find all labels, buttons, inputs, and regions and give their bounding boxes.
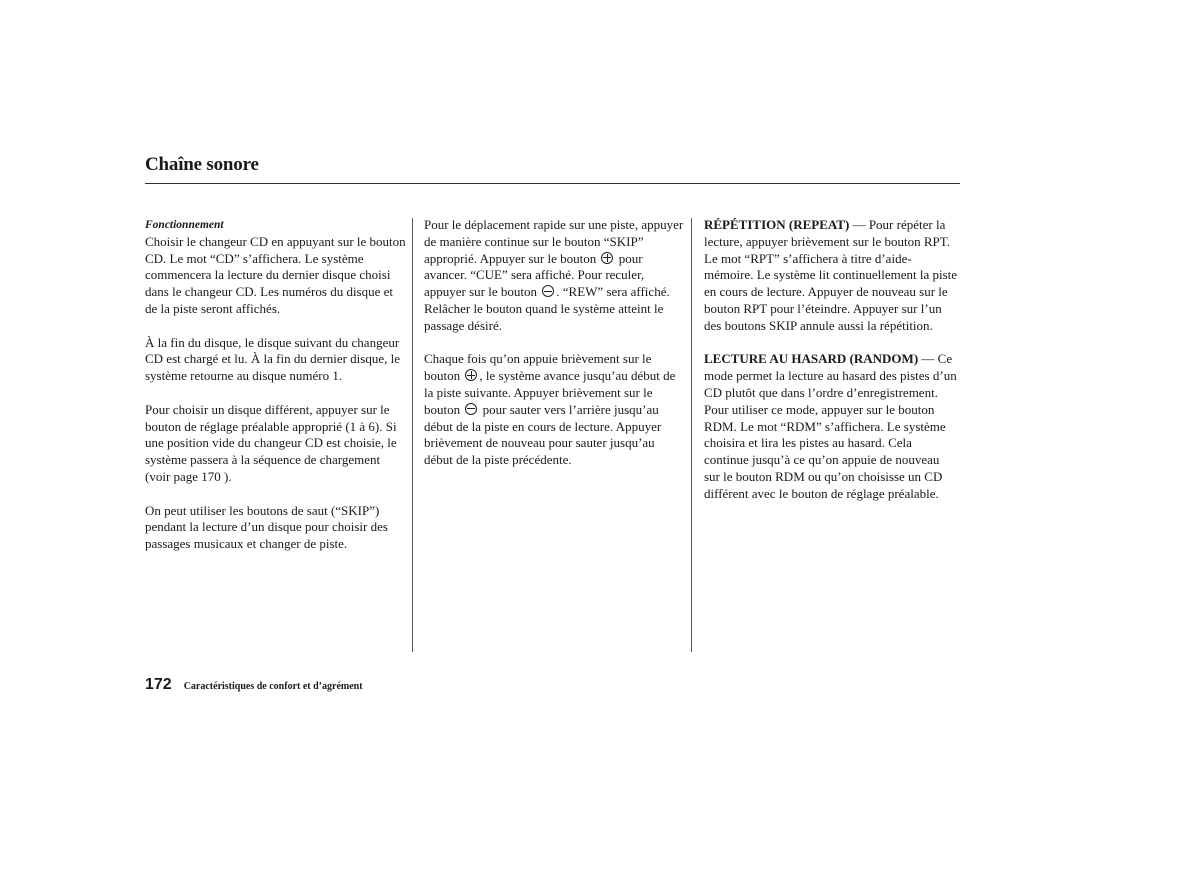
text-column-1 [145, 217, 407, 570]
random-heading: LECTURE AU HASARD (RANDOM) [704, 351, 919, 367]
paragraph: LECTURE AU HASARD (RANDOM) — Ce mode permet la lecture au hasard des pistes d’un CD plutôt que dans l’ordre d’enregistrement. Pour utiliser ce mode, appuyer sur le bouton RDM. Le mot “RDM” s’affichera. Le système choisira et lira les pistes au hasard. Cela continue jusqu’à ce qu’on appuie de nouveau sur le bouton RDM ou qu’on choisisse un CD différent avec le bouton de réglage préalable. [704, 351, 957, 501]
circle-minus-icon [465, 403, 477, 415]
title-divider [145, 183, 960, 184]
paragraph: RÉPÉTITION (REPEAT) — Pour répéter la lecture, appuyer brièvement sur le bouton RPT. Le mot “RPT” s’affichera à titre d’aide-mémoire. Le système lit continuellement la piste en cours de lecture. Appuyer de nouveau sur le bouton RPT pour l’éteindre. Appuyer sur l’un des boutons SKIP annule aussi la répétition. [704, 217, 958, 333]
paragraph: Chaque fois qu’on appuie brièvement sur le bouton , le système avance jusqu’au début de la piste suivante. Appuyer brièvement sur le bouton pour sauter vers l’arrière jusqu’au début de la piste en cours de lecture. Appuyer brièvement de nouveau pour sauter jusqu’au début de la piste précédente. [424, 351, 676, 468]
text-column-2 [424, 217, 686, 486]
paragraph: Choisir le changeur CD en appuyant sur le bouton CD. Le mot “CD” s’affichera. Le système commencera la lecture du dernier disque choisi dans le changeur CD. Les numéros du disque et de la piste seront affichés. [145, 233, 406, 316]
repeat-heading: RÉPÉTITION (REPEAT) [704, 217, 850, 232]
circle-plus-icon [465, 369, 477, 381]
footer-section-label: Caractéristiques de confort et d’agrément [183, 681, 363, 692]
paragraph: On peut utiliser les boutons de saut (“SKIP”) pendant la lecture d’un disque pour choisir des passages musicaux et changer de piste. [145, 502, 388, 552]
page-title: Chaîne sonore [145, 154, 259, 175]
column-divider [412, 218, 413, 652]
column-divider [691, 218, 692, 652]
paragraph: À la fin du disque, le disque suivant du changeur CD est chargé et lu. À la fin du dernier disque, le système retourne au disque numéro 1. [145, 334, 400, 384]
section-subheading: Fonctionnement [145, 219, 224, 231]
page-footer [145, 676, 363, 694]
page-number: 172 [145, 676, 172, 693]
circle-minus-icon [542, 285, 554, 297]
paragraph: Pour choisir un disque différent, appuyer sur le bouton de réglage préalable approprié (1 à 6). Si une position vide du changeur CD est choisie, le système passera à la séquence de chargement (voir page 170 ). [145, 401, 397, 484]
text-column-3 [704, 217, 958, 519]
circle-plus-icon [601, 252, 613, 264]
paragraph: Pour le déplacement rapide sur une piste, appuyer de manière continue sur le bouton “SKIP” approprié. Appuyer sur le bouton pour avancer. “CUE” sera affiché. Pour reculer, appuyer sur le bouton . “REW” sera affiché. Relâcher le bouton quand le système atteint le passage désiré. [424, 217, 684, 333]
